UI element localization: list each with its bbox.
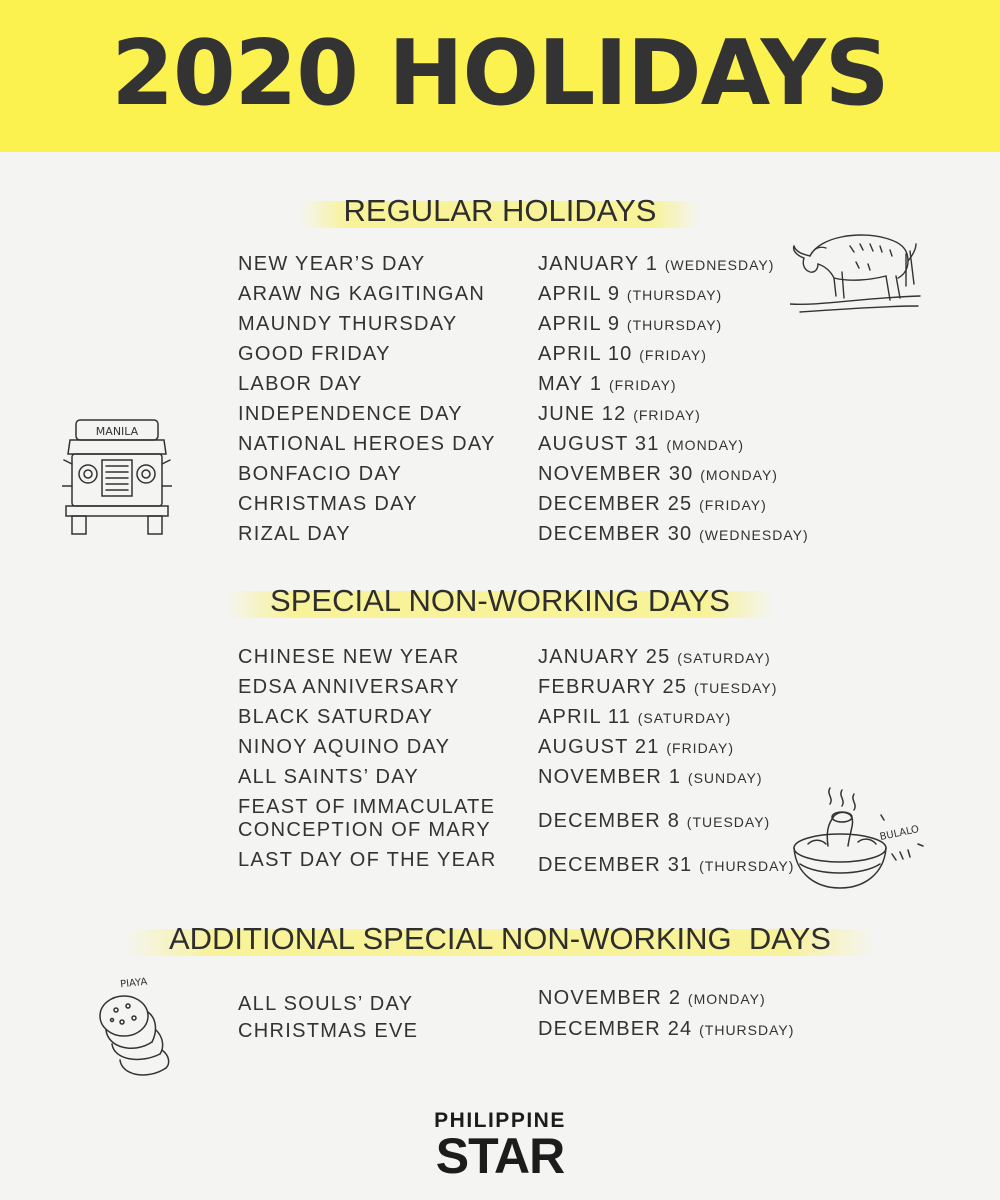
holiday-weekday: (SATURDAY) [677,650,771,666]
logo-line1: PHILIPPINE [434,1109,566,1132]
holiday-date: DECEMBER 31 [538,854,693,876]
jeepney-sign-label: MANILA [95,425,139,438]
holiday-date: APRIL 11 [538,706,631,728]
holiday-weekday: (FRIDAY) [699,497,767,513]
holiday-date: DECEMBER 30 [538,523,693,545]
list-item [0,342,1000,372]
holiday-name: CHRISTMAS EVE [238,1020,419,1042]
holiday-name: ALL SAINTS’ DAY [238,766,420,788]
bulalo-label: BULALO [878,824,921,844]
philippine-star-logo [0,1109,1000,1184]
holiday-name: NEW YEAR’S DAY [238,253,426,275]
holiday-date: JANUARY 1 [538,253,659,275]
section-title: SPECIAL NON-WORKING DAYS [256,583,744,619]
holiday-weekday: (SUNDAY) [687,770,763,786]
list-item [0,645,1000,675]
holiday-date: DECEMBER 25 [538,493,693,515]
holiday-name: NATIONAL HEROES DAY [238,433,496,455]
holiday-name: ARAW NG KAGITINGAN [238,283,486,305]
holiday-weekday: (THURSDAY) [699,858,795,874]
holiday-weekday: (TUESDAY) [693,680,778,696]
carabao-icon [790,226,925,321]
piaya-icon [94,972,184,1090]
holiday-name-continued: CONCEPTION OF MARY [238,819,492,841]
holiday-weekday: (FRIDAY) [639,347,707,363]
holiday-name: FEAST OF IMMACULATE [238,796,496,818]
bulalo-soup-icon [788,784,928,894]
holiday-weekday: (FRIDAY) [666,740,734,756]
holiday-weekday: (THURSDAY) [626,287,723,303]
holiday-weekday: (MONDAY) [687,991,766,1007]
logo-line2: STAR [435,1128,565,1184]
list-item [0,675,1000,705]
holiday-name: INDEPENDENCE DAY [238,403,463,425]
holiday-name: LABOR DAY [238,373,363,395]
holiday-weekday: (FRIDAY) [608,377,677,393]
holiday-weekday: (MONDAY) [700,467,778,483]
holiday-name: EDSA ANNIVERSARY [238,676,460,698]
holiday-date: FEBRUARY 25 [538,676,688,698]
holiday-date: APRIL 9 [538,283,621,305]
holiday-name: GOOD FRIDAY [238,343,391,365]
list-item [0,735,1000,765]
holiday-date: AUGUST 21 [538,736,660,758]
holiday-weekday: (MONDAY) [666,437,745,453]
holiday-date: MAY 1 [538,373,603,395]
holiday-weekday: (FRIDAY) [633,407,701,423]
holiday-weekday: (WEDNESDAY) [699,527,809,543]
page-title: 2020 HOLIDAYS [111,21,889,126]
holiday-name: LAST DAY OF THE YEAR [238,849,497,871]
section-additional-special-heading [0,921,1000,957]
holiday-date: DECEMBER 8 [538,810,681,832]
holiday-date: JANUARY 25 [538,646,671,668]
holiday-date: NOVEMBER 2 [538,987,682,1009]
holiday-weekday: (SATURDAY) [637,710,732,726]
section-regular-holidays-heading [0,193,1000,229]
section-title: REGULAR HOLIDAYS [330,193,671,229]
holiday-name: CHINESE NEW YEAR [238,646,460,668]
holiday-date: NOVEMBER 1 [538,766,682,788]
holiday-date: APRIL 9 [538,313,621,335]
section-special-non-working-heading [0,583,1000,619]
holiday-weekday: (THURSDAY) [626,317,723,333]
holiday-name: NINOY AQUINO DAY [238,736,451,758]
list-item [0,705,1000,735]
holiday-name: BLACK SATURDAY [238,706,434,728]
jeepney-icon [62,414,172,540]
holiday-weekday: (WEDNESDAY) [664,257,775,273]
list-item [0,372,1000,402]
section-title: ADDITIONAL SPECIAL NON-WORKING DAYS [155,921,845,957]
holiday-weekday: (TUESDAY) [686,814,771,830]
holiday-name: MAUNDY THURSDAY [238,313,458,335]
holiday-date: JUNE 12 [538,403,627,425]
piaya-label: PIAYA [119,976,148,991]
holiday-date: DECEMBER 24 [538,1018,693,1040]
holiday-name: BONFACIO DAY [238,463,403,485]
holiday-weekday: (THURSDAY) [699,1022,795,1038]
holiday-date: AUGUST 31 [538,433,660,455]
holiday-date: APRIL 10 [538,343,633,365]
holiday-name: ALL SOULS’ DAY [238,993,414,1015]
holiday-name: RIZAL DAY [238,523,351,545]
header-banner [0,0,1000,152]
holiday-date: NOVEMBER 30 [538,463,694,485]
holiday-name: CHRISTMAS DAY [238,493,418,515]
